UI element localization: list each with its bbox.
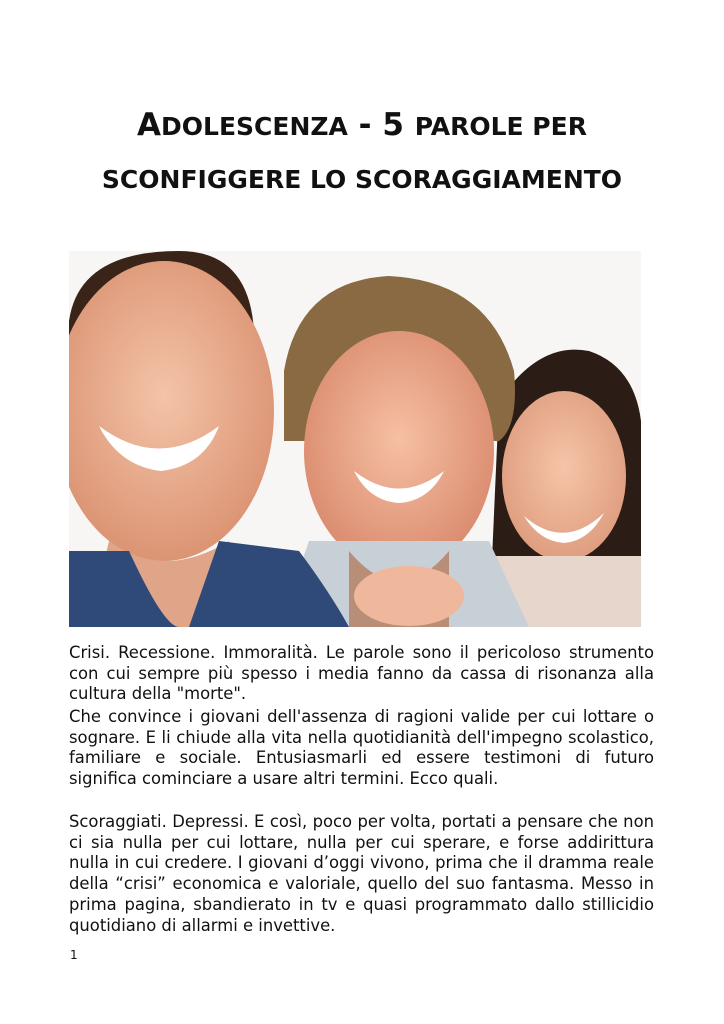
title-line-1	[40, 100, 684, 155]
paragraph-2: Che convince i giovani dell'assenza di ragioni valide per cui lottare o sognare. E li chiude alla vita nella quotidianità dell'impegno scolastico, familiare e sociale. Entusiasmarli ed essere testimoni di futuro significa cominciare a usare altri termini. Ecco quali.	[69, 707, 654, 789]
document-title	[40, 100, 684, 205]
page-number: 1	[70, 948, 78, 962]
teenagers-photo	[69, 251, 641, 627]
title-line-2: SCONFIGGERE LO SCORAGGIAMENTO	[101, 165, 623, 194]
title-word-parole-per: PAROLE PER	[414, 112, 587, 141]
title-word-adolescenza: DOLESCENZA	[161, 112, 348, 141]
paragraph-3: Scoraggiati. Depressi. E così, poco per volta, portati a pensare che non ci sia nulla per cui lottare, nulla per cui sperare, e forse addirittura nulla in cui credere. I giovani d’oggi vivono, prima che il dramma reale della “crisi” economica e valoriale, quello del suo fantasma. Messo in prima pagina, sbandierato in tv e quasi programmato dallo stillicidio quotidiano di allarmi e invettive.	[69, 812, 654, 935]
title-initial: A	[137, 107, 162, 143]
paragraph-1: Crisi. Recessione. Immoralità. Le parole sono il pericoloso strumento con cui sempre più spesso i media fanno da cassa di risonanza alla cultura della "morte".	[69, 643, 654, 704]
title-dash-number: - 5	[347, 107, 415, 143]
